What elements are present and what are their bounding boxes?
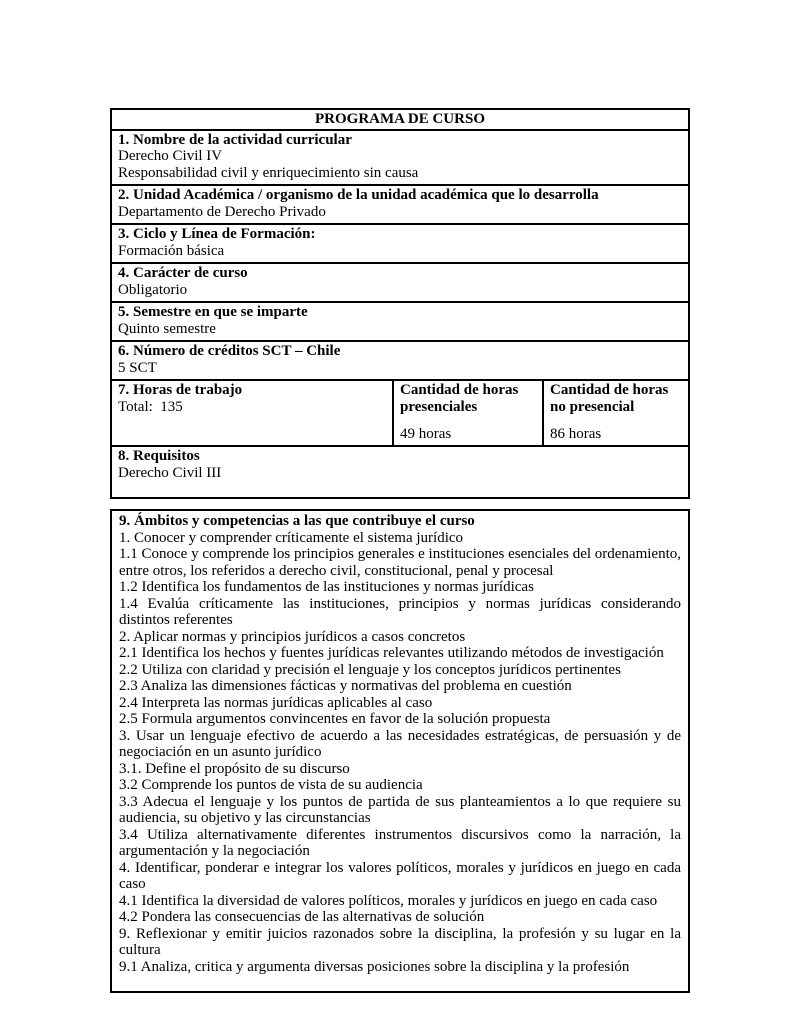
table-row-horas bbox=[112, 381, 688, 447]
competency-line: 2.5 Formula argumentos convincentes en favor de la solución propuesta bbox=[119, 711, 551, 727]
competency-line: 1.4 Evalúa críticamente las instituciones, principios y normas jurídicas considerando distintos referentes bbox=[119, 595, 681, 628]
competency-line: 4.1 Identifica la diversidad de valores políticos, morales y jurídicos en juego en cada caso bbox=[119, 892, 658, 909]
competency-line: 3.2 Comprende los puntos de vista de su audiencia bbox=[119, 777, 423, 793]
row-value: Departamento de Derecho Privado bbox=[118, 203, 326, 220]
hours-no-presencial-value: 86 horas bbox=[550, 425, 602, 442]
row-label: Cantidad de horas no presencial bbox=[550, 382, 669, 415]
competency-line: 1. Conocer y comprender críticamente el sistema jurídico bbox=[119, 529, 464, 546]
competency-line: 3.1. Define el propósito de su discurso bbox=[119, 760, 350, 777]
document-title: PROGRAMA DE CURSO bbox=[112, 110, 688, 131]
row-label: 2. Unidad Académica / organismo de la unidad académica que lo desarrolla bbox=[118, 187, 599, 203]
table-row-ciclo bbox=[112, 225, 688, 264]
hours-no-presencial-cell bbox=[544, 381, 688, 445]
row-value: Formación básica bbox=[118, 242, 225, 259]
row-value: Derecho Civil IV bbox=[118, 148, 223, 164]
table-row-unidad bbox=[112, 186, 688, 225]
competencies-table bbox=[110, 509, 690, 993]
section9-title: 9. Ámbitos y competencias a las que contribuye el curso bbox=[119, 513, 475, 529]
competency-line: 1.2 Identifica los fundamentos de las instituciones y normas jurídicas bbox=[119, 579, 534, 595]
competencies-section bbox=[112, 511, 688, 991]
row-label: 4. Carácter de curso bbox=[118, 265, 248, 281]
row-label: 6. Número de créditos SCT – Chile bbox=[118, 343, 341, 359]
competencies-list bbox=[119, 530, 681, 976]
table-row-requisitos bbox=[112, 447, 688, 497]
competency-line: 9. Reflexionar y emitir juicios razonados sobre la disciplina, la profesión y su lugar en la cultura bbox=[119, 925, 681, 958]
hours-presencial-cell bbox=[394, 381, 544, 445]
competency-line: 2.3 Analiza las dimensiones fácticas y normativas del problema en cuestión bbox=[119, 678, 572, 694]
competency-line: 2.2 Utiliza con claridad y precisión el lenguaje y los conceptos jurídicos pertinentes bbox=[119, 661, 621, 678]
hours-total-cell bbox=[112, 381, 394, 445]
row-label: Cantidad de horas presenciales bbox=[400, 382, 519, 415]
competency-line: 2.4 Interpreta las normas jurídicas aplicables al caso bbox=[119, 694, 433, 711]
row-label: 7. Horas de trabajo bbox=[118, 382, 243, 398]
competency-line: 4.2 Pondera las consecuencias de las alternativas de solución bbox=[119, 909, 485, 925]
competency-line: 2. Aplicar normas y principios jurídicos a casos concretos bbox=[119, 628, 466, 645]
competency-line: 3.3 Adecua el lenguaje y los puntos de partida de sus planteamientos a lo que requiere su audiencia, su objetivo y las circunstancias bbox=[119, 793, 681, 826]
competency-line: 4. Identificar, ponderar e integrar los valores políticos, morales y jurídicos en juego en cada caso bbox=[119, 859, 681, 892]
hours-total-value: Total: 135 bbox=[118, 398, 183, 415]
row-label: 5. Semestre en que se imparte bbox=[118, 304, 308, 320]
course-info-table bbox=[110, 108, 690, 499]
row-label: 8. Requisitos bbox=[118, 448, 200, 464]
competency-line: 9.1 Analiza, critica y argumenta diversas posiciones sobre la disciplina y la profesión bbox=[119, 958, 630, 975]
row-value: 5 SCT bbox=[118, 359, 157, 376]
competency-line: 1.1 Conoce y comprende los principios generales e instituciones esenciales del ordenamiento, entre otros, los referidos a derecho civil, constitucional, penal y procesal bbox=[119, 546, 681, 579]
course-program-document bbox=[110, 108, 690, 993]
table-row-semestre bbox=[112, 303, 688, 342]
row-label: 3. Ciclo y Línea de Formación: bbox=[118, 226, 316, 242]
competency-line: 3.4 Utiliza alternativamente diferentes instrumentos discursivos como la narración, la argumentación y la negociación bbox=[119, 826, 681, 859]
row-value: Derecho Civil III bbox=[118, 464, 222, 481]
row-value: Quinto semestre bbox=[118, 320, 216, 337]
row-value: Obligatorio bbox=[118, 281, 188, 298]
row-value: Responsabilidad civil y enriquecimiento sin causa bbox=[118, 164, 419, 181]
table-row-creditos bbox=[112, 342, 688, 381]
hours-presencial-value: 49 horas bbox=[400, 425, 452, 442]
row-label: 1. Nombre de la actividad curricular bbox=[118, 131, 352, 148]
table-row-caracter bbox=[112, 264, 688, 303]
competency-line: 3. Usar un lenguaje efectivo de acuerdo a las necesidades estratégicas, de persuasión y de negociación en un asunto jurídico bbox=[119, 727, 681, 760]
table-row-nombre bbox=[112, 131, 688, 187]
competency-line: 2.1 Identifica los hechos y fuentes jurídicas relevantes utilizando métodos de investigación bbox=[119, 645, 664, 661]
